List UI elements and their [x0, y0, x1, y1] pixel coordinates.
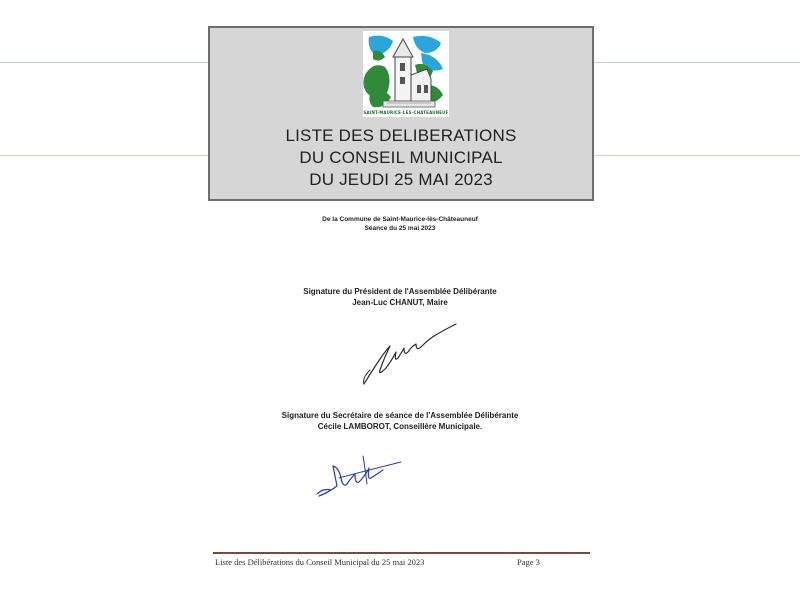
president-signature-block — [230, 286, 570, 308]
president-name: Jean-Luc CHANUT, Maire — [352, 298, 448, 307]
president-role: Signature du Président de l'Assemblée Délibérante — [303, 287, 497, 296]
president-signature-icon — [356, 318, 466, 395]
footer-page-number: Page 3 — [517, 557, 540, 567]
seance-line: Séance du 25 mai 2023 — [364, 225, 436, 232]
logo-caption: SAINT-MAURICE-LES-CHATEAUNEUF — [363, 110, 449, 115]
secretary-signature-icon — [313, 448, 405, 505]
secretary-role: Signature du Secrétaire de séance de l'Assemblée Délibérante — [281, 411, 519, 420]
church-village-logo-icon — [363, 31, 449, 117]
title-line: DU CONSEIL MUNICIPAL — [299, 148, 503, 167]
secretary-signature-block — [230, 410, 570, 432]
meeting-info — [300, 215, 500, 233]
footer-document-title: Liste des Délibérations du Conseil Municipal du 25 mai 2023 — [215, 557, 425, 567]
page-title — [210, 125, 592, 191]
title-box — [208, 26, 594, 201]
commune-line: De la Commune de Saint-Maurice-lès-Châteauneuf — [322, 216, 478, 223]
secretary-name: Cécile LAMBOROT, Conseillère Municipale. — [317, 422, 483, 431]
footer-divider — [213, 552, 590, 554]
title-line: DU JEUDI 25 MAI 2023 — [309, 170, 493, 189]
title-line: LISTE DES DELIBERATIONS — [285, 126, 517, 145]
